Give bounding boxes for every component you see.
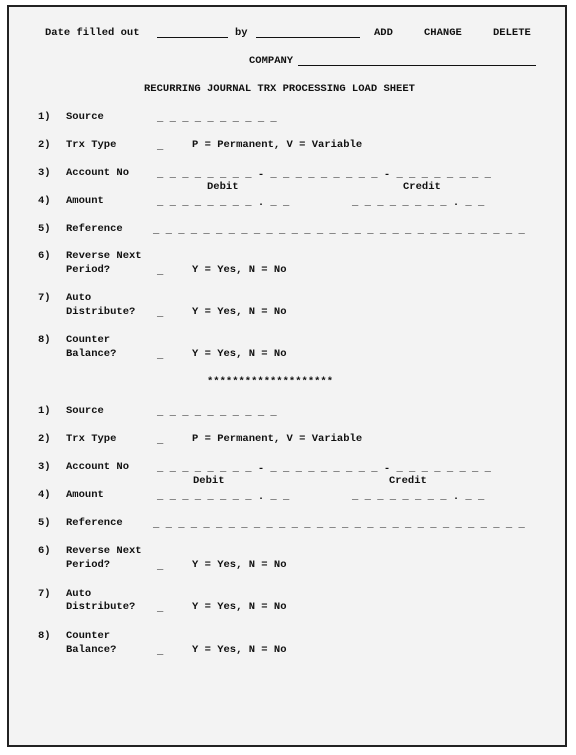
auto-distribute-field[interactable]: _	[157, 308, 164, 320]
item-number: 6)	[38, 250, 51, 262]
credit-amount-field[interactable]: _ _ _ _ _ _ _ _ . _ _	[352, 197, 485, 209]
source-label: Source	[66, 405, 104, 417]
distribute-label: Distribute?	[66, 306, 136, 318]
period-label: Period?	[66, 559, 111, 571]
reference-label: Reference	[66, 517, 123, 529]
credit-label: Credit	[403, 181, 441, 193]
trx-type-field[interactable]: _	[157, 435, 164, 447]
auto-distribute-options: Y = Yes, N = No	[192, 306, 287, 318]
auto-distribute-field[interactable]: _	[157, 603, 164, 615]
counter-label: Counter	[66, 630, 111, 642]
filled-by-field[interactable]	[256, 37, 360, 38]
reverse-next-label: Reverse Next	[66, 250, 142, 262]
counter-balance-options: Y = Yes, N = No	[192, 348, 287, 360]
debit-label: Debit	[207, 181, 239, 193]
amount-label: Amount	[66, 489, 104, 501]
item-number: 4)	[38, 489, 51, 501]
trx-type-field[interactable]: _	[157, 141, 164, 153]
item-number: 7)	[38, 588, 51, 600]
item-number: 1)	[38, 111, 51, 123]
item-number: 2)	[38, 433, 51, 445]
reverse-next-options: Y = Yes, N = No	[192, 559, 287, 571]
counter-label: Counter	[66, 334, 111, 346]
account-no-field[interactable]: _ _ _ _ _ _ _ _ - _ _ _ _ _ _ _ _ _ - _ _ _ _ _ _ _ _	[157, 169, 491, 181]
item-number: 7)	[38, 292, 51, 304]
source-field[interactable]: _ _ _ _ _ _ _ _ _ _	[157, 113, 277, 125]
counter-balance-field[interactable]: _	[157, 350, 164, 362]
account-no-label: Account No	[66, 461, 130, 473]
auto-label: Auto	[66, 588, 92, 600]
credit-label: Credit	[389, 475, 427, 487]
amount-label: Amount	[66, 195, 104, 207]
reverse-next-options: Y = Yes, N = No	[192, 264, 287, 276]
reverse-next-field[interactable]: _	[157, 561, 164, 573]
trx-type-label: Trx Type	[66, 139, 117, 151]
counter-balance-options: Y = Yes, N = No	[192, 644, 287, 656]
date-filled-field[interactable]	[157, 37, 228, 38]
date-filled-label: Date filled out	[45, 27, 140, 39]
by-label: by	[235, 27, 248, 39]
item-number: 8)	[38, 630, 51, 642]
auto-label: Auto	[66, 292, 92, 304]
item-number: 8)	[38, 334, 51, 346]
sheet-title: RECURRING JOURNAL TRX PROCESSING LOAD SHEET	[144, 83, 415, 95]
trx-type-options: P = Permanent, V = Variable	[192, 139, 363, 151]
period-label: Period?	[66, 264, 111, 276]
auto-distribute-options: Y = Yes, N = No	[192, 601, 287, 613]
trx-type-options: P = Permanent, V = Variable	[192, 433, 363, 445]
account-no-label: Account No	[66, 167, 130, 179]
account-no-field[interactable]: _ _ _ _ _ _ _ _ - _ _ _ _ _ _ _ _ _ - _ _ _ _ _ _ _ _	[157, 463, 491, 475]
section-separator: ********************	[207, 376, 334, 388]
distribute-label: Distribute?	[66, 601, 136, 613]
reference-field[interactable]: _ _ _ _ _ _ _ _ _ _ _ _ _ _ _ _ _ _ _ _ _ _ _ _ _ _ _ _ _ _	[153, 225, 525, 237]
add-option[interactable]: ADD	[374, 27, 393, 39]
credit-amount-field[interactable]: _ _ _ _ _ _ _ _ . _ _	[352, 491, 485, 503]
item-number: 5)	[38, 517, 51, 529]
item-number: 3)	[38, 167, 51, 179]
item-number: 6)	[38, 545, 51, 557]
item-number: 3)	[38, 461, 51, 473]
balance-label: Balance?	[66, 644, 117, 656]
delete-option[interactable]: DELETE	[493, 27, 531, 39]
reverse-next-label: Reverse Next	[66, 545, 142, 557]
item-number: 4)	[38, 195, 51, 207]
trx-type-label: Trx Type	[66, 433, 117, 445]
item-number: 5)	[38, 223, 51, 235]
reference-field[interactable]: _ _ _ _ _ _ _ _ _ _ _ _ _ _ _ _ _ _ _ _ _ _ _ _ _ _ _ _ _ _	[153, 519, 525, 531]
debit-amount-field[interactable]: _ _ _ _ _ _ _ _ . _ _	[157, 491, 290, 503]
reference-label: Reference	[66, 223, 123, 235]
change-option[interactable]: CHANGE	[424, 27, 462, 39]
company-label: COMPANY	[249, 55, 294, 67]
source-label: Source	[66, 111, 104, 123]
debit-label: Debit	[193, 475, 225, 487]
company-field[interactable]	[298, 65, 536, 66]
balance-label: Balance?	[66, 348, 117, 360]
source-field[interactable]: _ _ _ _ _ _ _ _ _ _	[157, 407, 277, 419]
reverse-next-field[interactable]: _	[157, 266, 164, 278]
debit-amount-field[interactable]: _ _ _ _ _ _ _ _ . _ _	[157, 197, 290, 209]
item-number: 2)	[38, 139, 51, 151]
item-number: 1)	[38, 405, 51, 417]
counter-balance-field[interactable]: _	[157, 646, 164, 658]
